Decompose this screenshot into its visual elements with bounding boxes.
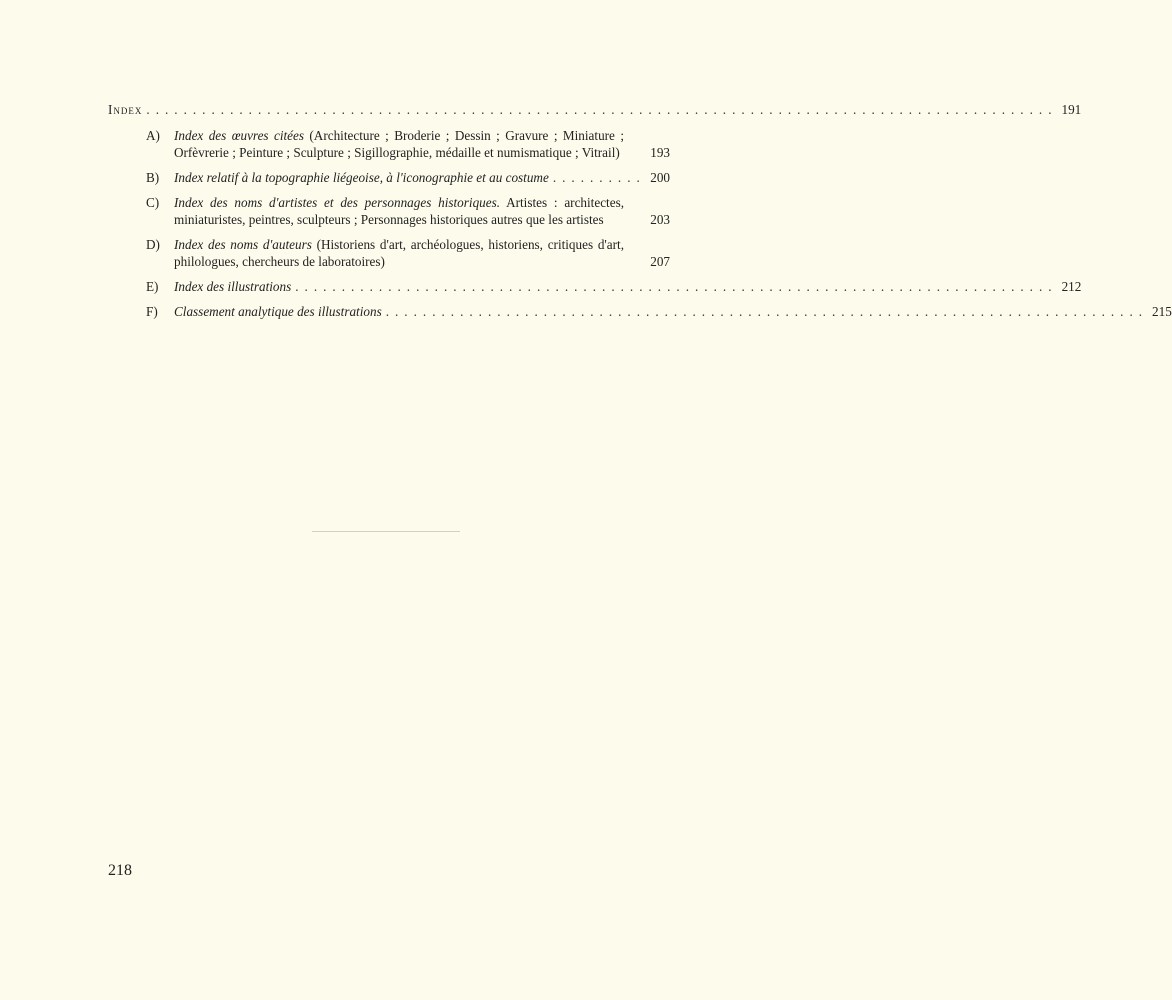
- toc-entry-f: [108, 303, 1172, 320]
- entry-letter: B): [146, 170, 160, 185]
- entry-title: Index des noms d'auteurs: [174, 237, 312, 252]
- entry-page-number: 212: [1061, 279, 1082, 294]
- index-page-number: 191: [1061, 102, 1082, 117]
- entry-description: (Historiens d'art, archéologues, historiens, critiques d'art, philologues, chercheurs de laboratoires): [174, 237, 625, 269]
- toc-entry-c: [108, 194, 670, 228]
- entry-page-number: 193: [650, 145, 670, 160]
- entry-description: (Architecture ; Broderie ; Dessin ; Gravure ; Miniature ; Orfèvrerie ; Peinture ; Sculpture ; Sigillographie, médaille et numismatique ; Vitrail): [174, 128, 624, 160]
- entry-title: Index des œuvres citées: [174, 128, 304, 143]
- entry-page-number: 215: [1152, 304, 1172, 319]
- entry-title: Index des illustrations: [174, 279, 292, 294]
- entry-title: Index des noms d'artistes et des personnages historiques.: [174, 195, 501, 210]
- entry-text: [174, 236, 624, 270]
- entry-line: [174, 169, 670, 186]
- entry-page-row: [650, 211, 670, 228]
- entry-page-number: 200: [650, 170, 670, 185]
- table-of-contents: [108, 101, 1172, 320]
- dot-leader: ..................................................................................................: [146, 102, 1058, 117]
- toc-entry-d: [108, 236, 670, 270]
- entry-page-number: 203: [650, 212, 670, 227]
- entry-page-row: [650, 253, 670, 270]
- section-divider: [312, 531, 460, 532]
- toc-entry-b: [108, 169, 670, 186]
- entry-letter: F): [146, 304, 158, 319]
- toc-entry-e: [108, 278, 1082, 295]
- dot-leader: ..................................................................................: [385, 304, 1149, 319]
- toc-entry-a: [108, 127, 670, 161]
- dot-leader: ..........: [552, 170, 646, 185]
- entry-letter: E): [146, 279, 159, 294]
- dot-leader: ..................................................................................: [295, 279, 1058, 294]
- entry-text: [174, 194, 624, 228]
- entry-line: [174, 278, 1082, 295]
- entry-page-row: [650, 144, 670, 161]
- index-heading-row: [108, 101, 1082, 118]
- entry-letter: D): [146, 237, 160, 252]
- entry-line: [174, 303, 1172, 320]
- entry-description: Artistes : architectes, miniaturistes, peintres, sculpteurs ; Personnages historiques autres que les artistes: [174, 195, 624, 227]
- entry-title: Classement analytique des illustrations: [174, 304, 382, 319]
- entry-title: Index relatif à la topographie liégeoise, à l'iconographie et au costume: [174, 170, 549, 185]
- entry-text: [174, 127, 624, 161]
- index-title: Index: [108, 102, 143, 117]
- entry-letter: C): [146, 195, 160, 210]
- page-folio: 218: [108, 862, 132, 879]
- entry-letter: A): [146, 128, 160, 143]
- entry-page-number: 207: [650, 254, 670, 269]
